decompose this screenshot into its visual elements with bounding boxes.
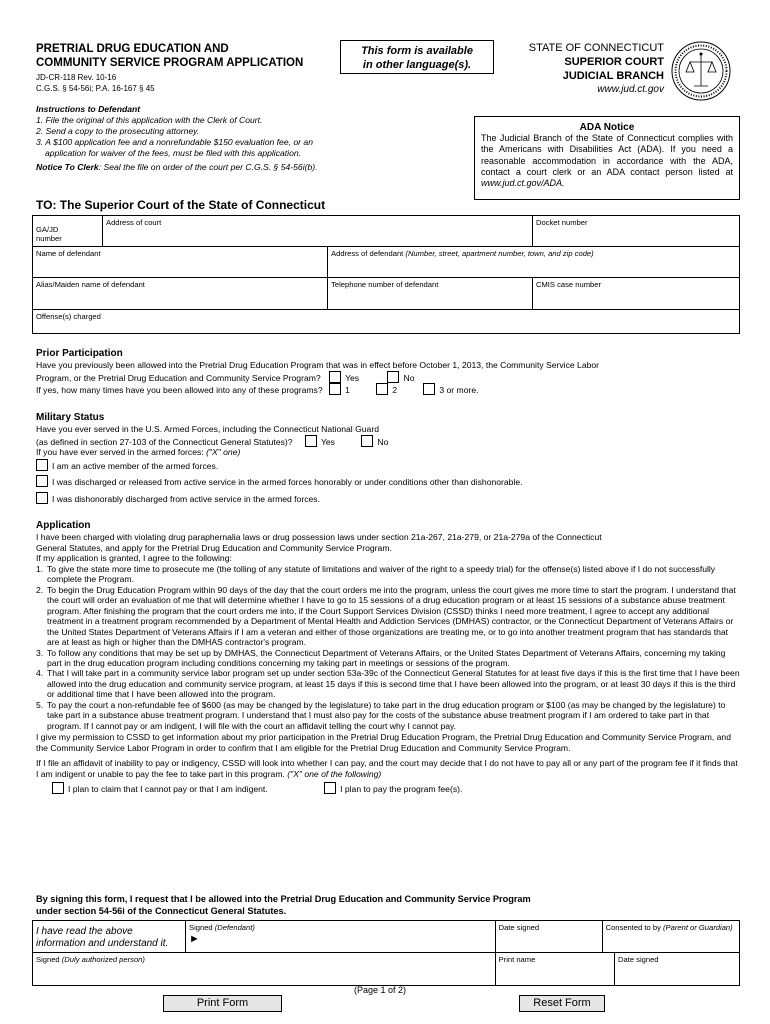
item-2-number: 2.: [36, 584, 44, 595]
item-5-text: To pay the court a non-refundable fee of $600 (as may be changed by the legislature) to take part in the drug education program or $100 (as may be changed by the legislature) to take part in a substance abuse treatment program. I understand that I must also pay for the costs of the substance abuse treatment program if I am ordered to take part in that program. If I cannot pay or am indigent, I will file with the court an affidavit telling the court why I cannot pay.: [47, 699, 726, 731]
cmis-label: CMIS case number: [536, 280, 601, 289]
agreement-item-5: [36, 700, 741, 731]
print-form-button[interactable]: Print Form: [163, 995, 282, 1012]
statute-ref: C.G.S. § 54-56i; P.A. 16-167 § 45: [36, 84, 155, 93]
offenses-field[interactable]: [33, 310, 740, 334]
address-defendant-label: Address of defendant: [331, 249, 404, 258]
discharged-dishonorably-checkbox[interactable]: [36, 492, 48, 504]
claim-indigent-checkbox[interactable]: [52, 782, 64, 794]
website: www.jud.ct.gov: [597, 84, 664, 95]
court-header: [496, 41, 664, 97]
item-2-text: To begin the Drug Education Program within 90 days of the day that the court orders me into the program, unless the court gives me more time to start the program. I understand that the court will order an evaluation of me that will determine whether I have to go to 15 sessions of a drug education program or at least 15 sessions of a substance abuse treatment program. After finishing the program that the court orders me into, if the Court Support Services Division (CSSD) thinks I need more treatment, I agree to accept any additional treatment in a treatment program recommended by a Department of Mental Health and Addiction Services (DMHAS) contractor, or the Connecticut Department of Veterans Affairs or the United States Department of Veterans Affairs if I am a veteran and either of those organizations are treating me, or to go into another treatment program that has standards that are at least as high or higher than the DMHAS contractor's program.: [47, 584, 736, 648]
acknowledgement-line-1: I have read the above: [36, 926, 133, 937]
sign-arrow-icon: ►: [189, 933, 200, 946]
military-question-2: If you have ever served in the armed forces:: [36, 447, 204, 458]
item-5-number: 5.: [36, 699, 44, 710]
prior-yes-checkbox[interactable]: [329, 371, 341, 383]
military-yes-checkbox[interactable]: [305, 435, 317, 447]
phone-label: Telephone number of defendant: [331, 280, 439, 289]
acknowledgement: [33, 921, 186, 953]
signature-table: [32, 920, 740, 986]
item-1-text: To give the state more time to prosecute me (the tolling of any statute of limitations and waiver of the right to a speedy trial) for the offense(s) listed above if I do not successfully complete the Program.: [47, 563, 716, 585]
instruction-3: 3. A $100 application fee and a nonrefundable $150 evaluation fee, or an: [36, 137, 313, 147]
indigency-hint: ("X" one of the following): [287, 768, 382, 779]
ga-jd-label: GA/JD: [36, 225, 59, 234]
title-line-1: PRETRIAL DRUG EDUCATION AND: [36, 43, 229, 55]
defendant-signed-label: Signed: [189, 923, 213, 932]
docket-label: Docket number: [536, 218, 588, 227]
name-defendant-label: Name of defendant: [36, 249, 101, 258]
date-signed-label: Date signed: [498, 923, 540, 932]
times-2-label: 2: [392, 385, 397, 396]
date-signed-2-label: Date signed: [618, 955, 659, 964]
prior-no-checkbox[interactable]: [387, 371, 399, 383]
plan-to-pay-label: I plan to pay the program fee(s).: [340, 784, 463, 795]
address-defendant-field[interactable]: [328, 247, 740, 278]
defendant-signed-hint: (Defendant): [214, 923, 255, 932]
times-2-checkbox[interactable]: [376, 383, 388, 395]
docket-field[interactable]: [533, 216, 740, 247]
state-seal-icon: [670, 40, 732, 102]
prior-question-1: Have you previously been allowed into the Pretrial Drug Education Program that was in effect before October 1, 2013, the Community Service Labor: [36, 360, 600, 371]
state-name: STATE OF CONNECTICUT: [528, 42, 664, 54]
item-4-text: That I will take part in a community service labor program set up under section 53a-39c of the Connecticut General Statutes for at least five days if this is the first time that I have been allowed into the drug education and community service program, at least 15 days if this is second time that I have been allowed into the program, or at least 30 days if this is the third or additional time that I have been allowed into the program.: [47, 668, 740, 700]
date-signed-field[interactable]: [495, 921, 602, 953]
discharged-honorably-label: I was discharged or released from active service in the armed forces honorably or under conditions other than dishonorable.: [52, 477, 523, 488]
application-section: [36, 520, 741, 795]
print-name-label: Print name: [498, 955, 536, 964]
ga-jd-field[interactable]: [33, 216, 103, 247]
application-intro-3: If my application is granted, I agree to the following:: [36, 553, 232, 564]
times-1-checkbox[interactable]: [329, 383, 341, 395]
form-title: [36, 42, 303, 70]
title-line-2: COMMUNITY SERVICE PROGRAM APPLICATION: [36, 57, 304, 69]
active-member-checkbox[interactable]: [36, 459, 48, 471]
prior-title: Prior Participation: [36, 348, 123, 359]
times-3-checkbox[interactable]: [423, 383, 435, 395]
clerk-notice-text: : Seal the file on order of the court per C.G.S. § 54-56i(b).: [98, 162, 318, 172]
prior-question-2: If yes, how many times have you been allowed into any of these programs?: [36, 385, 323, 396]
ada-link[interactable]: www.jud.ct.gov/ADA.: [481, 178, 565, 189]
language-notice: [340, 40, 494, 74]
defendant-signature-field[interactable]: [186, 921, 496, 953]
indigency-text: If I file an affidavit of inability to pay or indigency, CSSD will look into whether I can pay, and the court may decide that I do not have to pay all or any part of the program fee if it finds that I am indigent or unable to pay the fee to take part in this program.: [36, 758, 738, 779]
form-number: JD-CR-118 Rev. 10-16: [36, 73, 117, 82]
name-defendant-field[interactable]: [33, 247, 328, 278]
signing-statement: [36, 894, 531, 917]
language-line-1: This form is available: [361, 45, 473, 57]
signing-line-1: By signing this form, I request that I be allowed into the Pretrial Drug Education and Community Service Program: [36, 894, 531, 904]
address-court-field[interactable]: [103, 216, 533, 247]
case-info-table: [32, 215, 740, 334]
item-4-number: 4.: [36, 668, 44, 679]
agreement-item-3: [36, 648, 741, 669]
application-intro-1: I have been charged with violating drug paraphernalia laws or drug possession laws under section 21a-267, 21a-279, or 21a-279a of the Connecticut: [36, 532, 602, 543]
military-question-2-hint: ("X" one): [206, 447, 241, 458]
court-name: SUPERIOR COURT: [564, 56, 664, 68]
consented-label: Consented to by: [605, 923, 661, 932]
instructions: [36, 104, 456, 173]
date-signed-2-field[interactable]: [615, 953, 740, 986]
authorized-signed-label: Signed: [36, 955, 60, 964]
to-line: TO: The Superior Court of the State of Connecticut: [36, 198, 326, 212]
signing-line-2: under section 54-56i of the Connecticut General Statutes.: [36, 905, 287, 916]
application-intro-2: General Statutes, and apply for the Pretrial Drug Education and Community Service Program.: [36, 542, 392, 553]
application-title: Application: [36, 520, 91, 531]
form-id: [36, 72, 155, 94]
instructions-heading: Instructions to Defendant: [36, 104, 141, 114]
prior-yes-label: Yes: [345, 372, 360, 383]
military-question-1: Have you ever served in the U.S. Armed Forces, including the Connecticut National Guard: [36, 424, 379, 435]
instruction-3-cont: application for waiver of the fees, must be filed with this application.: [45, 148, 302, 158]
prior-question-1b: Program, or the Pretrial Drug Education and Community Service Program?: [36, 372, 321, 383]
authorized-signature-field[interactable]: [33, 953, 496, 986]
consented-field[interactable]: [602, 921, 739, 953]
ga-jd-number-label: number: [36, 234, 62, 244]
discharged-dishonorably-label: I was dishonorably discharged from active service in the armed forces.: [52, 493, 320, 504]
alias-field[interactable]: [33, 278, 328, 310]
times-1-label: 1: [345, 385, 350, 396]
instruction-1: 1. File the original of this application with the Clerk of Court.: [36, 115, 263, 125]
military-no-checkbox[interactable]: [361, 435, 373, 447]
consented-hint: (Parent or Guardian): [663, 923, 733, 932]
alias-label: Alias/Maiden name of defendant: [36, 280, 145, 289]
offenses-label: Offense(s) charged: [36, 312, 101, 321]
reset-form-button[interactable]: Reset Form: [519, 995, 605, 1012]
agreement-item-1: [36, 564, 741, 585]
plan-to-pay-checkbox[interactable]: [324, 782, 336, 794]
military-title: Military Status: [36, 412, 105, 423]
military-yes-label: Yes: [320, 436, 335, 447]
times-3-label: 3 or more.: [439, 385, 479, 396]
agreement-item-4: [36, 668, 741, 699]
ada-text: The Judicial Branch of the State of Connecticut complies with the Americans with Disabilities Act (ADA). If you need a reasonable accommodation in accordance with the ADA, contact a court clerk or an ADA contact person listed at: [481, 133, 733, 177]
military-status: [36, 412, 741, 504]
military-question-1b: (as defined in section 27-103 of the Connecticut General Statutes)?: [36, 436, 293, 447]
consent-text: I give my permission to CSSD to get information about my prior participation in the Pretrial Drug Education Program, the Pretrial Drug Education and Community Service Program, and the Community Service Labor Program in order to confirm that I am eligible for the Pretrial Drug Education and Community Service Program.: [36, 732, 731, 753]
address-court-label: Address of court: [106, 218, 162, 227]
claim-indigent-label: I plan to claim that I cannot pay or that I am indigent.: [68, 784, 268, 795]
item-3-text: To follow any conditions that may be set up by DMHAS, the Connecticut Department of Veterans Affairs, or the United States Department of Veterans Affairs, concerning my taking part in the drug education program including conditions concerning my taking part in meetings or sessions of the program.: [47, 647, 726, 668]
military-no-label: No: [377, 436, 389, 447]
clerk-notice-label: Notice To Clerk: [36, 162, 99, 172]
item-3-number: 3.: [36, 647, 44, 658]
instruction-2: 2. Send a copy to the prosecuting attorney.: [36, 126, 200, 136]
branch-name: JUDICIAL BRANCH: [562, 70, 664, 82]
print-name-field[interactable]: [495, 953, 614, 986]
ada-notice: [474, 116, 740, 200]
language-line-2: in other language(s).: [362, 59, 472, 71]
cmis-field[interactable]: [533, 278, 740, 310]
phone-field[interactable]: [328, 278, 533, 310]
prior-no-label: No: [403, 372, 415, 383]
item-1-number: 1.: [36, 563, 44, 574]
address-defendant-hint: (Number, street, apartment number, town, and zip code): [405, 249, 594, 258]
ada-title: ADA Notice: [579, 122, 635, 133]
active-member-label: I am an active member of the armed forces.: [52, 460, 219, 471]
authorized-signed-hint: (Duly authorized person): [61, 955, 145, 964]
agreement-item-2: [36, 585, 741, 648]
page-number: (Page 1 of 2): [354, 985, 407, 995]
acknowledgement-line-2: information and understand it.: [36, 938, 169, 949]
discharged-honorably-checkbox[interactable]: [36, 475, 48, 487]
prior-participation: [36, 348, 741, 396]
